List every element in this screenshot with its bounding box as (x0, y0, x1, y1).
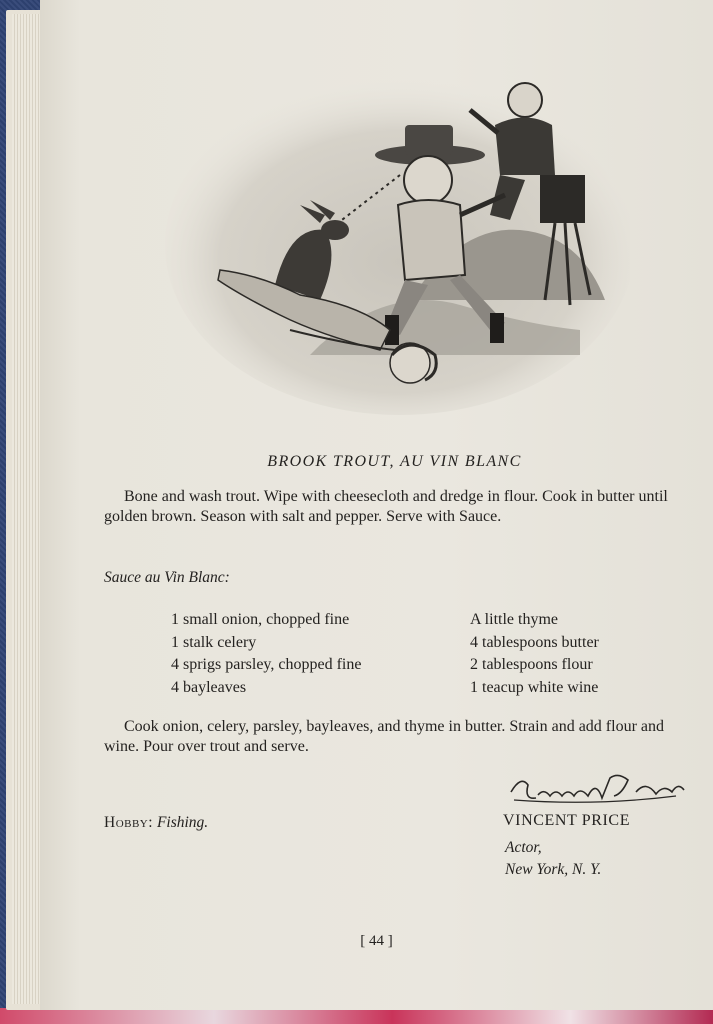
tablecloth-strip (0, 1008, 713, 1024)
ingredient-item: 1 small onion, chopped fine (171, 611, 350, 628)
book-page (40, 0, 713, 1010)
ingredients-right (470, 609, 599, 699)
hobby-label: Hobby: (104, 814, 154, 831)
signature (506, 770, 686, 812)
ingredient-item: 1 stalk celery (171, 633, 257, 651)
ingredient-item: 1 teacup white wine (470, 678, 599, 696)
ingredient-item: A little thyme (470, 611, 558, 628)
contributor-role: Actor, (505, 839, 542, 856)
page-number: [ 44 ] (360, 933, 393, 949)
recipe-title: BROOK TROUT, AU VIN BLANC (267, 453, 522, 470)
ingredient-item: 2 tablespoons flour (470, 656, 593, 673)
ingredients-left (171, 609, 361, 699)
sauce-title: Sauce au Vin Blanc: (104, 569, 230, 586)
ingredient-item: 4 tablespoons butter (470, 633, 599, 651)
recipe-intro: Bone and wash trout. Wipe with cheesecloth and dredge in flour. Cook in butter until golden brown. Season with salt and pepper. Serve with Sauce. (104, 488, 668, 525)
hobby-line (104, 814, 208, 832)
recipe-method: Cook onion, celery, parsley, bayleaves, and thyme in butter. Strain and add flour and wine. Pour over trout and serve. (104, 718, 664, 755)
contributor-location: New York, N. Y. (505, 861, 602, 878)
ingredient-item: 4 sprigs parsley, chopped fine (171, 656, 362, 673)
ingredient-item: 4 bayleaves (171, 678, 247, 696)
hobby-value: Fishing. (156, 814, 209, 831)
cartoon-illustration (160, 55, 630, 415)
contributor-name: VINCENT PRICE (503, 812, 631, 829)
